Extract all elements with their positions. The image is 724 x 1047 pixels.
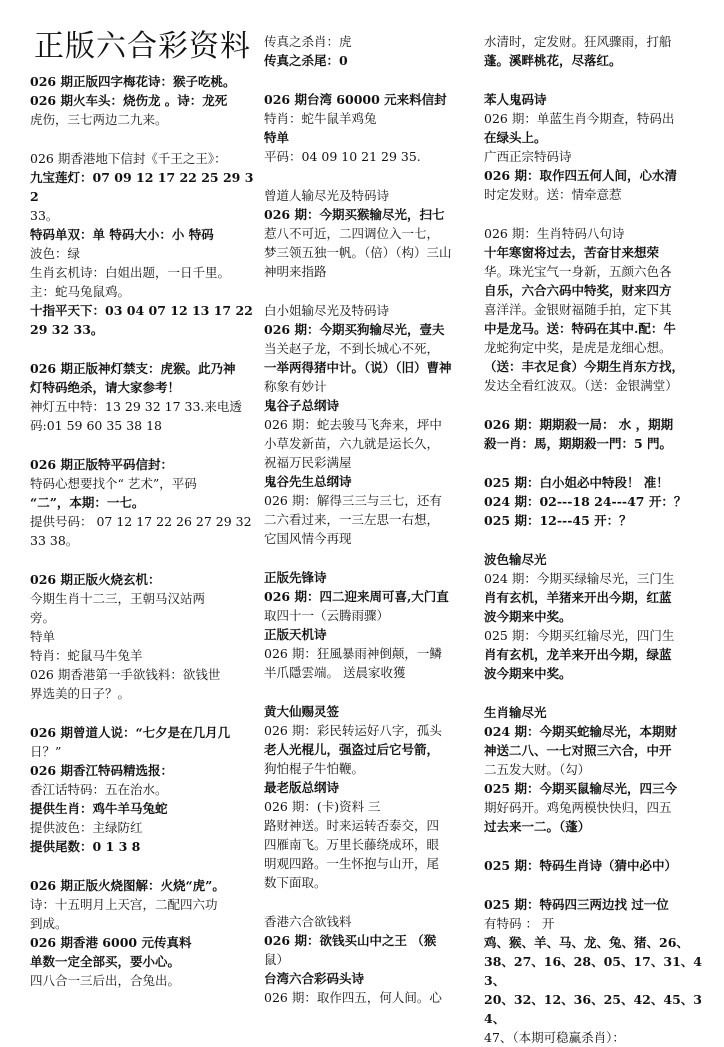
block-wave-lose-all <box>484 550 710 683</box>
text-line: 提供生肖：鸡牛羊马兔蛇 <box>30 801 168 816</box>
text-line: 今期生肖十二三，王朝马汉站两 <box>30 591 206 606</box>
text-line: 主：蛇马兔鼠鸡。 <box>30 284 131 299</box>
block-white-miss-special <box>484 473 710 530</box>
text-line: 日？” <box>30 744 62 759</box>
text-line: 特码心想要找个“ 艺术”，平码 <box>30 476 197 491</box>
text-line: （送：丰衣足食）今期生肖东方找， <box>484 359 685 374</box>
text-line: 026 期：(卡)资料 三 <box>264 799 381 814</box>
block-taiwan-envelope <box>264 90 476 166</box>
block-lamp <box>30 359 254 435</box>
text-line: 波今期来中奖。 <box>484 666 572 681</box>
block-zodiac-poem <box>484 856 710 875</box>
text-line: 026 期曾道人说：“七夕是在几月几 <box>30 725 231 740</box>
text-line: 小草发新苗，六九就是运长久， <box>264 436 440 451</box>
text-line: 鼠） <box>264 952 290 967</box>
text-line: 老人光棍儿，强盗过后它号箭， <box>264 742 440 757</box>
text-line: 肖有玄机，羊猪来开出今期，红蓝 <box>484 590 672 605</box>
text-line: 神灯五中特：13 29 32 17 33.来电透 <box>30 399 242 414</box>
block-plum-poem <box>30 72 254 129</box>
text-line: 025 期：12---45 开：？ <box>484 513 632 528</box>
block-code-four-three <box>484 895 710 1047</box>
text-line: 苯人鬼码诗 <box>484 92 547 107</box>
block-fire-mystery <box>30 570 254 703</box>
text-line: 传真之杀尾：0 <box>264 53 348 68</box>
text-line: 026 期：今期买狗输尽光，壹夫 <box>264 322 445 337</box>
text-line: 惹八不可近，二四调位入一七， <box>264 226 440 241</box>
text-line: 十指平天下：03 04 07 12 13 17 22 <box>30 303 253 318</box>
text-line: 026 期正版四字梅花诗：猴子吃桃。 <box>30 74 236 89</box>
block-continued-poem <box>484 32 710 70</box>
text-line: 026 期：四二迎来周可喜,大门直 <box>264 589 449 604</box>
text-line: 单数一定全部买，要小心。 <box>30 954 181 969</box>
text-line: 明观四路。一生怀抱与山开，尾 <box>264 856 440 871</box>
block-wong-tai-sin <box>264 702 476 892</box>
text-line: 026 期：解得三三与三七，还有 <box>264 493 442 508</box>
text-line: 有特码 ： 开 <box>484 916 555 931</box>
text-line: 026 期香港 6000 元传真料 <box>30 935 192 950</box>
text-line: 中是龙马。送：特码在其中.配：牛 <box>484 321 676 336</box>
text-line: 特单 <box>264 130 290 145</box>
text-line: 波色：绿 <box>30 246 81 261</box>
text-line: 特肖：蛇鼠马牛兔羊 <box>30 648 143 663</box>
text-line: 026 期：单蓝生肖今期查，特码出 <box>484 111 675 126</box>
text-line: 十年寒窗将过去，苦奋甘来想荣 <box>484 245 660 260</box>
text-line: 特肖：蛇牛鼠羊鸡兔 <box>264 111 377 126</box>
text-line: 025 期：白小姐必中特段！ 准！ <box>484 475 669 490</box>
text-line: 026 期：今期买猴输尽光，扫七 <box>264 207 445 222</box>
text-line: 33。 <box>30 208 59 223</box>
text-line: 波今期来中奖。 <box>484 609 572 624</box>
text-line: 47、（本期可稳赢杀肖）： <box>484 1030 625 1045</box>
column-left <box>30 0 254 990</box>
text-line: 它国风情今再现 <box>264 531 352 546</box>
text-line: 当关赵子龙，不到长城心不死， <box>264 341 440 356</box>
text-line: 狗怕棍子牛怕鞭。 <box>264 761 365 776</box>
text-line: 蓬。溪畔桃花，尽落红。 <box>484 53 622 68</box>
text-line: 026 期香港地下信封《千王之王》： <box>30 151 227 166</box>
text-line: 华。珠光宝气一身新，五颜六色各 <box>484 264 672 279</box>
text-line: 台湾六合彩码头诗 <box>264 971 365 986</box>
block-zeng-says <box>30 723 254 856</box>
text-line: 026 期：取作四五，何人间。心 <box>264 990 442 1005</box>
text-line: 提供尾数：0 1 3 8 <box>30 839 141 854</box>
text-line: 鬼谷先生总纲诗 <box>264 474 352 489</box>
text-line: 026 期：生肖特码八句诗 <box>484 226 625 241</box>
block-special-envelope <box>30 455 254 550</box>
text-line: 026 期：欲钱买山中之王 （猴 <box>264 933 437 948</box>
text-line: 发达全看红波双。（送：金银满堂） <box>484 378 678 393</box>
text-line: 026 期：彩民转运好八字，孤头 <box>264 723 442 738</box>
text-line: 最老版总纲诗 <box>264 780 340 795</box>
text-line: 一举两得猪中计。（说）（旧）曹神 <box>264 360 452 375</box>
text-line: 数下面取。 <box>264 875 327 890</box>
block-fax-kill <box>264 32 476 70</box>
text-line: 码:01 59 60 35 38 18 <box>30 418 163 433</box>
text-line: 026 期香江特码精选报： <box>30 763 173 778</box>
text-line: 神明来指路 <box>264 264 327 279</box>
text-line: 广西正宗特码诗 <box>484 149 572 164</box>
text-line: 香江话特码：五在治水。 <box>30 782 168 797</box>
block-ghost-code <box>484 90 710 204</box>
text-line: 026 期正版火烧玄机： <box>30 572 161 587</box>
block-kill-each <box>484 415 710 453</box>
block-pioneer-poem <box>264 568 476 682</box>
text-line: 026 期正版特平码信封： <box>30 457 173 472</box>
text-line: 取四十一（云腾雨骤） <box>264 608 390 623</box>
block-hk-money <box>264 912 476 1007</box>
text-line: 生肖输尽光 <box>484 705 547 720</box>
text-line: 旁。 <box>30 610 56 625</box>
text-line: 黄大仙赐灵签 <box>264 704 340 719</box>
block-white-miss <box>264 301 476 548</box>
text-line: 虎伤，三七两边二九来。 <box>30 112 168 127</box>
text-line: 026 期香港第一手欲钱料：欲钱世 <box>30 667 221 682</box>
text-line: 梦三领五独一帆。（倍）（构）三山 <box>264 245 452 260</box>
text-line: 过去来一二。（蓬） <box>484 819 591 834</box>
text-line: 殺一肖：馬，期期殺一門：5 門。 <box>484 436 673 451</box>
text-line: 29 32 33。 <box>30 322 104 337</box>
text-line: 传真之杀肖：虎 <box>264 34 352 49</box>
text-line: 二六看过来，一三左思一右想， <box>264 512 440 527</box>
block-eight-line-poem <box>484 224 710 395</box>
text-line: 四雁南飞。万里长藤绕成环，眼 <box>264 837 440 852</box>
text-line: “二”，本期：一七。 <box>30 495 145 510</box>
text-line: 神送二八、一七对照三六合，中开 <box>484 743 672 758</box>
text-line: 称象有妙计 <box>264 379 327 394</box>
text-line: 诗：十五明月上天宫，二配四六功 <box>30 897 218 912</box>
text-line: 期好码开。鸡兔两模快快归，四五 <box>484 800 672 815</box>
text-line: 026 期：蛇去骏马飞奔来，坪中 <box>264 417 442 432</box>
text-line: 曾道人输尽光及特码诗 <box>264 188 390 203</box>
text-line: 灯特码绝杀，请大家参考！ <box>30 380 181 395</box>
text-line: 平码：04 09 10 21 29 35. <box>264 149 421 164</box>
text-line: 024 期：今期买蛇输尽光，本期财 <box>484 724 677 739</box>
text-line: 生肖玄机诗：白姐出题，一日千里。 <box>30 265 231 280</box>
text-line: 肖有玄机，龙羊来开出今期，绿蓝 <box>484 647 672 662</box>
text-line: 白小姐输尽光及特码诗 <box>264 303 390 318</box>
text-line: 025 期：今期买红输尽光，四门生 <box>484 628 675 643</box>
column-right <box>484 32 710 1047</box>
text-line: 香港六合欲钱料 <box>264 914 352 929</box>
text-line: 自乐，六合六码中特奖，财来四方 <box>484 283 672 298</box>
text-line: 四八合一三后出，合兔出。 <box>30 973 181 988</box>
text-line: 二五发大财。（勾） <box>484 762 591 777</box>
text-line: 到成。 <box>30 916 68 931</box>
text-line: 时定发财。送：情牵意惹 <box>484 187 622 202</box>
text-line: 喜洋洋。金银财福随手拍，定下其 <box>484 302 672 317</box>
text-line: 026 期：狂風暴雨神倒颠，一鳞 <box>264 646 442 661</box>
text-line: 界选美的日子？。 <box>30 686 131 701</box>
text-line: 特单 <box>30 629 56 644</box>
text-line: 025 期：特码四三两边找 过一位 <box>484 897 669 912</box>
text-line: 半爪隱雲端。 送晨家收獲 <box>264 665 406 680</box>
block-zeng-lose-all <box>264 186 476 281</box>
text-line: 提供波色：主绿防红 <box>30 820 143 835</box>
text-line: 20、32、12、36、25、42、45、34、 <box>484 992 702 1026</box>
block-zodiac-lose-all <box>484 703 710 836</box>
text-line: 026 期正版神灯禁支：虎猴。此乃神 <box>30 361 236 376</box>
text-line: 026 期台湾 60000 元来料信封 <box>264 92 447 107</box>
text-line: 024 期：今期买绿输尽光，三门生 <box>484 571 675 586</box>
text-line: 水清时，定发财。狂风骤雨，打船 <box>484 34 672 49</box>
block-hk-envelope <box>30 149 254 339</box>
text-line: 024 期：02---18 24---47 开：？ <box>484 494 687 509</box>
text-line: 026 期正版火烧图解：火烧“虎”。 <box>30 878 225 893</box>
text-line: 025 期：特码生肖诗（猜中必中） <box>484 858 677 873</box>
text-line: 鬼谷子总纲诗 <box>264 398 340 413</box>
text-line: 026 期火车头：烧伤龙 。诗：龙死 <box>30 93 228 108</box>
text-line: 鸡、猴、羊、马、龙、兔、猪、26、 <box>484 935 689 950</box>
text-line: 正版天机诗 <box>264 627 327 642</box>
page-title: 正版六合彩资料 <box>34 29 251 64</box>
column-middle <box>264 32 476 1007</box>
text-line: 路财神送。时来运转否泰交，四 <box>264 818 440 833</box>
text-line: 025 期：今期买鼠输尽光，四三今 <box>484 781 677 796</box>
text-line: 提供号码： 07 12 17 22 26 27 29 32 <box>30 514 252 529</box>
text-line: 九宝莲灯：07 09 12 17 22 25 29 32 <box>30 170 254 204</box>
text-line: 在绿头上。 <box>484 130 547 145</box>
text-line: 正版先锋诗 <box>264 570 327 585</box>
text-line: 祝福万民彩满屋 <box>264 455 352 470</box>
text-line: 特码单双：单 特码大小：小 特码 <box>30 227 214 242</box>
block-fire-diagram <box>30 876 254 990</box>
text-line: 龙蛇狗定中奖，是虎是龙细心想。 <box>484 340 672 355</box>
text-line: 026 期：期期殺一局： 水 ，期期 <box>484 417 674 432</box>
text-line: 38、27、16、28、05、17、31、43、 <box>484 954 702 988</box>
text-line: 026 期：取作四五何人间，心水清 <box>484 168 677 183</box>
text-line: 33 38。 <box>30 533 79 548</box>
text-line: 波色输尽光 <box>484 552 547 567</box>
